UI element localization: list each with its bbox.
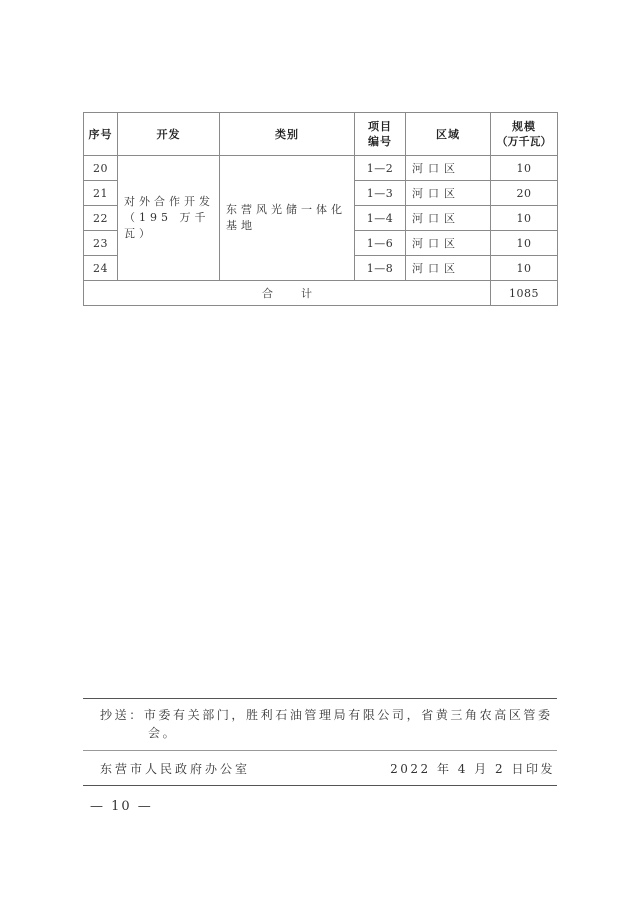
cell-seq: 21 bbox=[84, 181, 118, 206]
cell-project-no: 1—6 bbox=[355, 231, 406, 256]
header-scale-line2: （万千瓦） bbox=[496, 135, 552, 148]
header-project-no bbox=[355, 113, 406, 156]
cell-scale: 20 bbox=[491, 181, 558, 206]
issue-date: 2022 年 4 月 2 日印发 bbox=[390, 762, 555, 776]
issuer: 东营市人民政府办公室 bbox=[100, 762, 251, 776]
cell-seq: 20 bbox=[84, 156, 118, 181]
table-header-row bbox=[84, 113, 558, 156]
cell-project-no: 1—3 bbox=[355, 181, 406, 206]
cell-development-merged: 对外合作开发（195 万千瓦） bbox=[118, 156, 220, 281]
total-label: 合计 bbox=[84, 281, 491, 306]
cc-text-continued: 会。 bbox=[148, 726, 178, 740]
cell-region: 河口区 bbox=[406, 181, 491, 206]
page-number: — 10 — bbox=[90, 799, 153, 814]
total-row bbox=[84, 281, 558, 306]
header-seq: 序号 bbox=[84, 113, 118, 156]
cell-seq: 22 bbox=[84, 206, 118, 231]
cc-block bbox=[100, 706, 556, 742]
table-row bbox=[84, 156, 558, 181]
cell-scale: 10 bbox=[491, 156, 558, 181]
cell-region: 河口区 bbox=[406, 206, 491, 231]
total-value: 1085 bbox=[491, 281, 558, 306]
cc-label: 抄送： bbox=[100, 708, 144, 722]
header-project-no-line2: 编号 bbox=[368, 135, 392, 148]
cell-scale: 10 bbox=[491, 256, 558, 281]
cell-project-no: 1—8 bbox=[355, 256, 406, 281]
header-region: 区域 bbox=[406, 113, 491, 156]
footer-bottom-rule bbox=[83, 785, 557, 786]
cell-scale: 10 bbox=[491, 231, 558, 256]
header-project-no-line1: 项目 bbox=[368, 120, 392, 133]
project-table bbox=[83, 112, 558, 306]
cell-seq: 23 bbox=[84, 231, 118, 256]
cell-project-no: 1—2 bbox=[355, 156, 406, 181]
cell-region: 河口区 bbox=[406, 231, 491, 256]
cc-text: 市委有关部门，胜利石油管理局有限公司，省黄三角农高区管委 bbox=[143, 708, 553, 722]
header-development: 开发 bbox=[118, 113, 220, 156]
header-category: 类别 bbox=[220, 113, 355, 156]
cell-category-merged: 东营风光储一体化基地 bbox=[220, 156, 355, 281]
cell-region: 河口区 bbox=[406, 156, 491, 181]
footer-middle-rule bbox=[83, 750, 557, 751]
footer-top-rule bbox=[83, 698, 557, 699]
cell-region: 河口区 bbox=[406, 256, 491, 281]
cell-scale: 10 bbox=[491, 206, 558, 231]
header-scale-line1: 规模 bbox=[512, 120, 536, 133]
header-scale bbox=[491, 113, 558, 156]
cell-seq: 24 bbox=[84, 256, 118, 281]
cell-project-no: 1—4 bbox=[355, 206, 406, 231]
